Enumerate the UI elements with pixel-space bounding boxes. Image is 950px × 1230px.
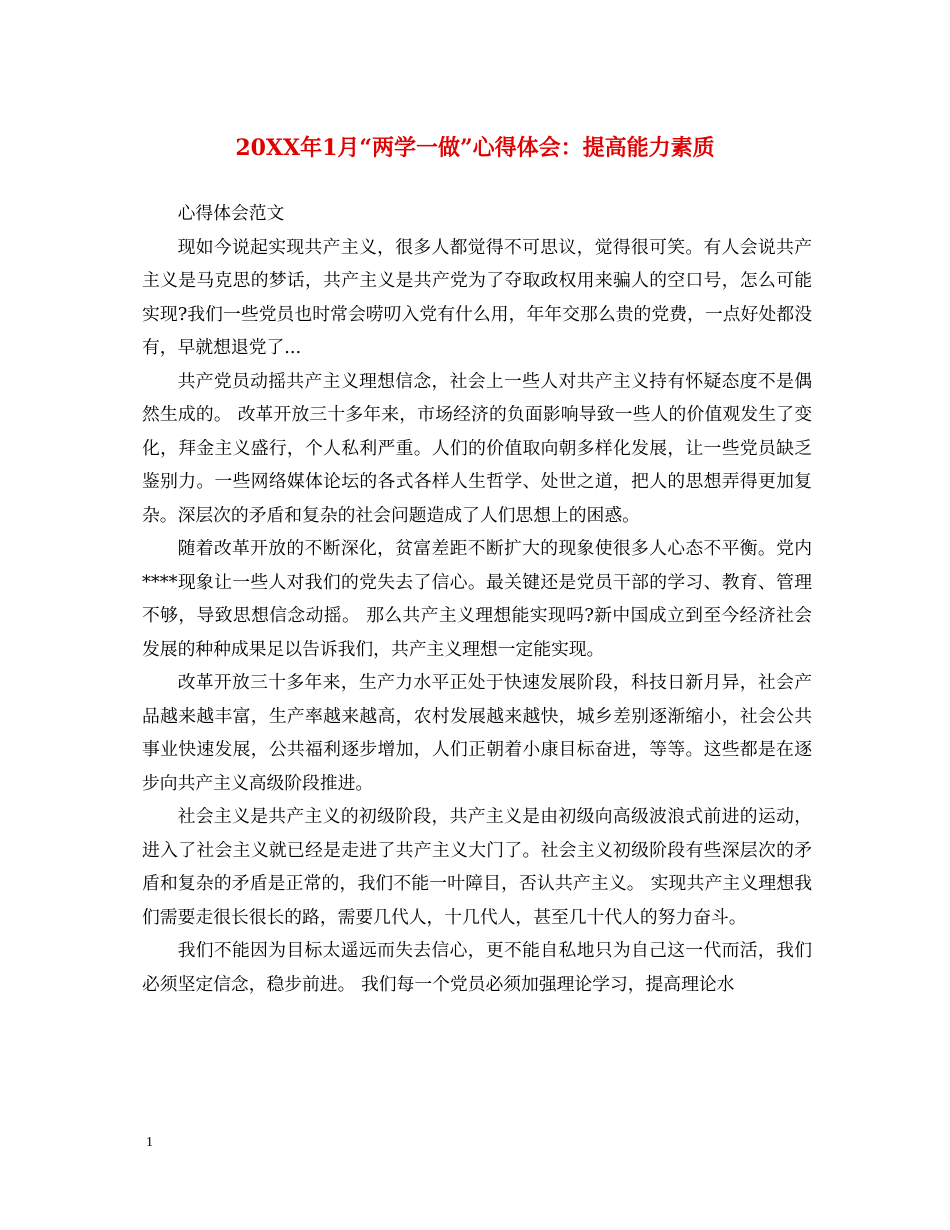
paragraph: 随着改革开放的不断深化，贫富差距不断扩大的现象使很多人心态不平衡。党内****现象让一些人对我们的党失去了信心。最关键还是党员干部的学习、教育、管理不够，导致思想信念动摇。 那么共产主义理想能实现吗?新中国成立到至今经济社会发展的种种成果足以告诉我们，共产主义理想一定能实现。 xyxy=(142,538,812,660)
paragraph: 改革开放三十多年来，生产力水平正处于快速发展阶段，科技日新月异，社会产品越来越丰富，生产率越来越高，农村发展越来越快，城乡差别逐渐缩小，社会公共事业快速发展，公共福利逐步增加，人们正朝着小康目标奋进，等等。这些都是在逐步向共产主义高级阶段推进。 xyxy=(142,672,812,794)
paragraph: 现如今说起实现共产主义，很多人都觉得不可思议，觉得很可笑。有人会说共产主义是马克思的梦话，共产主义是共产党为了夺取政权用来骗人的空口号，怎么可能实现?我们一些党员也时常会唠叨入党有什么用，年年交那么贵的党费，一点好处都没有，早就想退党了... xyxy=(142,236,812,358)
page-number: 1 xyxy=(146,1135,153,1150)
document-title: 20XX年1月“两学一做”心得体会：提高能力素质 xyxy=(235,135,715,161)
paragraph-label: 心得体会范文 xyxy=(177,203,285,224)
document-body xyxy=(142,197,812,1001)
paragraph: 共产党员动摇共产主义理想信念，社会上一些人对共产主义持有怀疑态度不是偶然生成的。 改革开放三十多年来，市场经济的负面影响导致一些人的价值观发生了变化，拜金主义盛行，个人私利严重。人们的价值取向朝多样化发展，让一些党员缺乏鉴别力。一些网络媒体论坛的各式各样人生哲学、处世之道，把人的思想弄得更加复杂。深层次的矛盾和复杂的社会问题造成了人们思想上的困惑。 xyxy=(142,370,812,526)
paragraph: 社会主义是共产主义的初级阶段，共产主义是由初级向高级波浪式前进的运动，进入了社会主义就已经是走进了共产主义大门了。社会主义初级阶段有些深层次的矛盾和复杂的矛盾是正常的，我们不能一叶障目，否认共产主义。 实现共产主义理想我们需要走很长很长的路，需要几代人，十几代人，甚至几十代人的努力奋斗。 xyxy=(142,806,812,928)
paragraph: 我们不能因为目标太遥远而失去信心，更不能自私地只为自己这一代而活，我们必须坚定信念，稳步前进。 我们每一个党员必须加强理论学习，提高理论水 xyxy=(142,940,812,995)
